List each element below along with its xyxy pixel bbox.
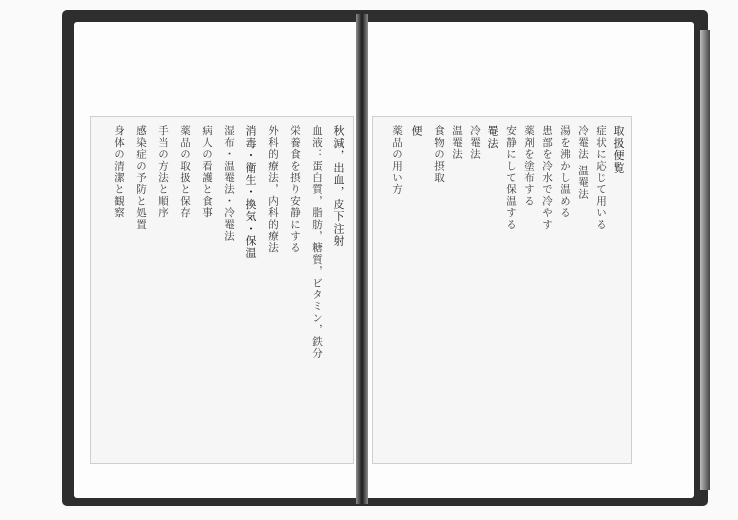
manuscript-line: 温罨法 xyxy=(451,125,463,161)
manuscript-line: 患部を冷水で冷やす xyxy=(541,125,553,231)
manuscript-line: 症状に応じて用いる xyxy=(595,125,607,231)
manuscript-line: 湿布・温罨法・冷罨法 xyxy=(223,125,235,242)
manuscript-line: 外科的療法，内科的療法 xyxy=(267,125,279,254)
manuscript-line: 消毒・衛生・換気・保温 xyxy=(244,125,257,260)
manuscript-line: 食物の摂取 xyxy=(433,125,445,184)
manuscript-line: 血液：蛋白質，脂肪，糖質，ビタミン，鉄分 xyxy=(311,125,323,359)
manuscript-line: 病人の看護と食事 xyxy=(201,125,213,219)
manuscript-line: 秋減，出血，皮下注射 xyxy=(332,125,345,247)
manuscript-line: 手当の方法と順序 xyxy=(157,125,169,219)
manuscript-line: 薬品の取扱と保存 xyxy=(179,125,191,219)
manuscript-line: 冷罨法 xyxy=(469,125,481,161)
page-edge xyxy=(700,30,710,490)
manuscript-line: 薬剤を塗布する xyxy=(523,125,535,207)
manuscript-line: 身体の清潔と観察 xyxy=(113,125,125,219)
manuscript-line: 取扱便覧 xyxy=(612,125,625,174)
book-gutter xyxy=(356,14,368,504)
manuscript-line: 薬品の用い方 xyxy=(391,125,403,196)
manuscript-line: 安静にして保温する xyxy=(505,125,517,231)
manuscript-line: 罨法 xyxy=(486,125,499,150)
right-manuscript-sheet xyxy=(372,116,632,464)
manuscript-line: 栄養食を摂り安静にする xyxy=(289,125,301,254)
left-manuscript-sheet xyxy=(90,116,354,464)
manuscript-line: 湯を沸かし温める xyxy=(559,125,571,219)
manuscript-line: 冷罨法 温罨法 xyxy=(577,125,589,200)
manuscript-line: 感染症の予防と処置 xyxy=(135,125,147,231)
manuscript-line: 便 xyxy=(410,125,423,138)
